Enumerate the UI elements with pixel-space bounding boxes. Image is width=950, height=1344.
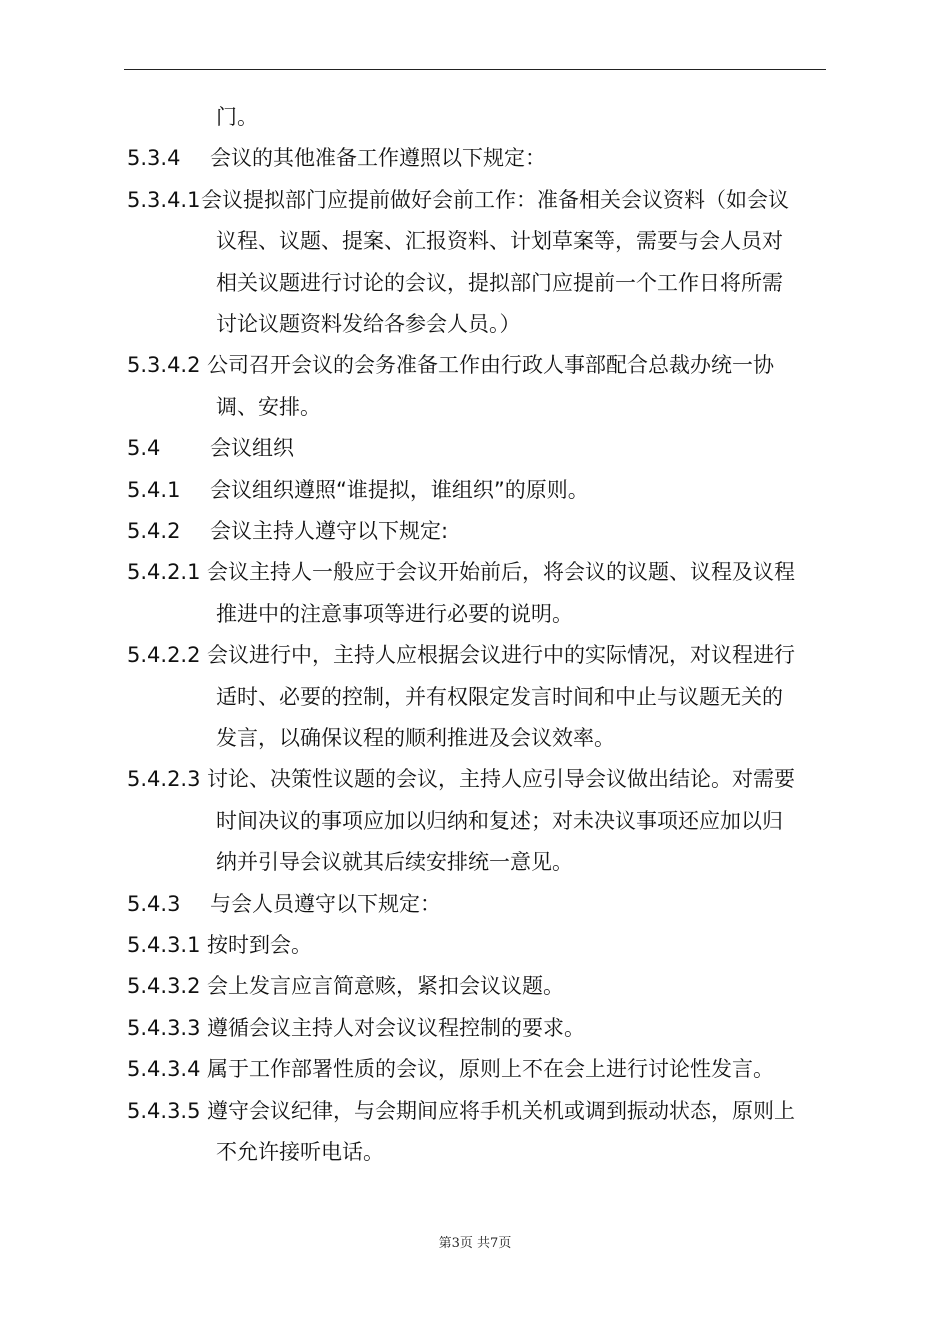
continuation-line (0, 387, 950, 428)
continuation-text: 推进中的注意事项等进行必要的说明。 (216, 601, 573, 626)
clause-line (0, 552, 950, 593)
clause-line (0, 180, 950, 221)
continuation-text: 适时、必要的控制，并有权限定发言时间和中止与议题无关的 (216, 684, 783, 709)
clause-text: 会上发言应言简意赅，紧扣会议议题。 (207, 974, 564, 999)
clause-line (0, 1091, 950, 1132)
clause-number: 5.3.4.1 (127, 187, 201, 212)
clause-text: 讨论、决策性议题的会议，主持人应引导会议做出结论。对需要 (207, 767, 795, 792)
page-footer: 第3页 共7页 (438, 1236, 512, 1251)
continuation-line (0, 221, 950, 262)
clause-line (0, 1049, 950, 1090)
continuation-line (0, 304, 950, 345)
clause-text: 属于工作部署性质的会议，原则上不在会上进行讨论性发言。 (207, 1057, 774, 1082)
clause-line (0, 759, 950, 800)
continuation-line (0, 801, 950, 842)
clause-text: 按时到会。 (207, 933, 312, 957)
continuation-line (0, 842, 950, 883)
clause-number: 5.4.3.4 (127, 1057, 201, 1082)
clause-line (0, 345, 950, 386)
clause-number: 5.4.3.1 (127, 933, 201, 957)
clause-number: 5.3.4.2 (127, 353, 201, 378)
clause-line (0, 884, 950, 925)
continuation-line (0, 1132, 950, 1173)
clause-number: 5.4.2.1 (127, 560, 201, 585)
clause-text: 会议提拟部门应提前做好会前工作：准备相关会议资料（如会议 (201, 187, 789, 212)
continuation-line (0, 97, 950, 138)
clause-line (0, 1008, 950, 1049)
continuation-text: 发言，以确保议程的顺利推进及会议效率。 (216, 726, 615, 750)
continuation-text: 相关议题进行讨论的会议，提拟部门应提前一个工作日将所需 (216, 270, 783, 295)
continuation-text: 调、安排。 (216, 394, 321, 419)
continuation-line (0, 263, 950, 304)
clause-number: 5.4.1 (127, 477, 181, 502)
continuation-text: 议程、议题、提案、汇报资料、计划草案等，需要与会人员对 (216, 229, 783, 254)
clause-line (0, 428, 950, 469)
clause-text: 会议组织 (210, 436, 294, 461)
clause-number: 5.4.2.3 (127, 767, 201, 792)
clause-number: 5.4.2.2 (127, 643, 201, 668)
clause-line (0, 966, 950, 1007)
clause-text: 遵循会议主持人对会议议程控制的要求。 (207, 1015, 585, 1040)
continuation-text: 时间决议的事项应加以归纳和复述；对未决议事项还应加以归 (216, 808, 783, 833)
continuation-line (0, 718, 950, 759)
clause-line (0, 138, 950, 179)
clause-number: 5.3.4 (127, 146, 181, 171)
continuation-line (0, 677, 950, 718)
clause-text: 会议的其他准备工作遵照以下规定： (210, 146, 546, 171)
clause-line (0, 470, 950, 511)
clause-line (0, 925, 950, 966)
clause-number: 5.4.2 (127, 519, 181, 543)
clause-text: 会议主持人遵守以下规定: (210, 519, 449, 543)
continuation-text: 门。 (216, 105, 258, 129)
clause-text: 公司召开会议的会务准备工作由行政人事部配合总裁办统一协 (207, 353, 774, 378)
clause-number: 5.4.3.3 (127, 1015, 201, 1040)
clause-text: 会议组织遵照“谁提拟，谁组织”的原则。 (210, 477, 589, 502)
continuation-text: 纳并引导会议就其后续安排统一意见。 (216, 850, 573, 875)
clause-text: 遵守会议纪律，与会期间应将手机关机或调到振动状态，原则上 (207, 1098, 795, 1123)
continuation-text: 讨论议题资料发给各参会人员。） (216, 312, 521, 336)
clause-text: 与会人员遵守以下规定： (210, 891, 441, 916)
clause-text: 会议主持人一般应于会议开始前后，将会议的议题、议程及议程 (207, 560, 795, 585)
continuation-text: 不允许接听电话。 (216, 1140, 384, 1164)
continuation-line (0, 594, 950, 635)
clause-line (0, 635, 950, 676)
clause-number: 5.4 (127, 436, 161, 461)
clause-line (0, 511, 950, 552)
clause-number: 5.4.3.2 (127, 974, 201, 999)
clause-number: 5.4.3 (127, 891, 181, 916)
clause-text: 会议进行中，主持人应根据会议进行中的实际情况，对议程进行 (207, 643, 795, 668)
clause-number: 5.4.3.5 (127, 1098, 201, 1123)
